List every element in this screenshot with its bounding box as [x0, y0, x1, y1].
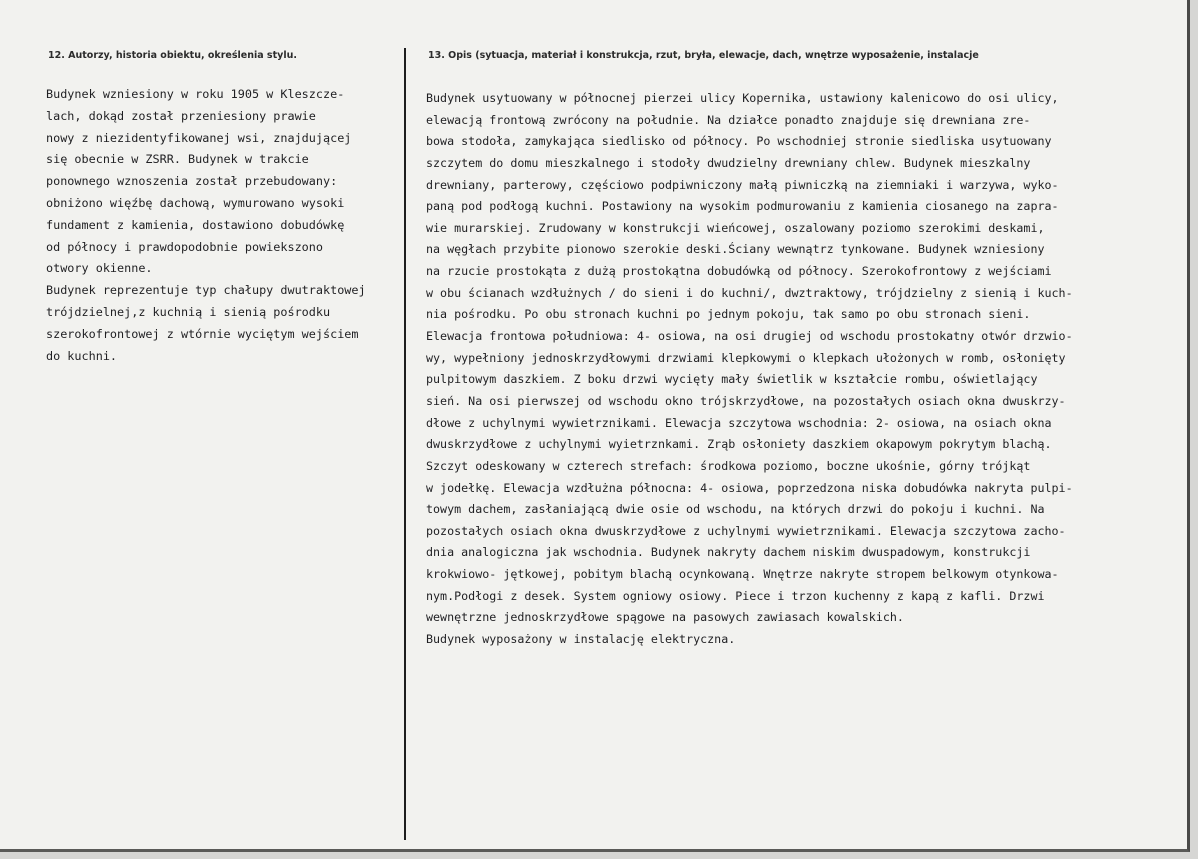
history-line: otwory okienne.: [46, 261, 153, 276]
description-line: w obu ścianach wzdłużnych / do sieni i do kuchni/, dwztraktowy, trójdzielny z sienią i kuch-: [426, 285, 1073, 300]
history-line: od północy i prawdopodobnie powiekszono: [46, 239, 323, 254]
description-line: wy, wypełniony jednoskrzydłowymi drzwiami klepkowymi o klepkach ułożonych w romb, osłonięty: [426, 350, 1066, 365]
history-line: trójdzielnej,z kuchnią i sienią pośrodku: [46, 304, 331, 319]
description-text-column: [426, 88, 1192, 651]
description-line: pulpitowym daszkiem. Z boku drzwi wycięty mały świetlik w kształcie rombu, oświetlający: [426, 372, 1038, 387]
column-divider: [404, 48, 406, 840]
description-line: Budynek wyposażony w instalację elektryczna.: [426, 632, 736, 647]
description-line: paną pod podłogą kuchni. Postawiony na wysokim podmurowaniu z kamienia ciosanego na zapra-: [426, 199, 1059, 214]
description-line: na węgłach przybite pionowo szerokie deski.Ściany wewnątrz tynkowane. Budynek wzniesiony: [426, 242, 1045, 257]
description-line: na rzucie prostokąta z dużą prostokątna dobudówką od północy. Szerokofrontowy z wejściami: [426, 264, 1052, 279]
history-line: do kuchni.: [46, 348, 118, 363]
history-line: Budynek wzniesiony w roku 1905 w Kleszcze-: [46, 87, 345, 101]
description-line: towym dachem, zasłaniającą dwie osie od wschodu, na których drzwi do pokoju i kuchni. Na: [426, 502, 1045, 517]
history-line: Budynek reprezentuje typ chałupy dwutraktowej: [46, 283, 366, 298]
history-line: obniżono więźbę dachową, wymurowano wysoki: [46, 195, 345, 210]
description-line: Budynek usytuowany w północnej pierzei ulicy Kopernika, ustawiony kalenicowo do osi ulicy,: [426, 91, 1059, 105]
description-line: bowa stodoła, zamykająca siedlisko od północy. Po wschodniej stronie siedliska usytuowany: [426, 134, 1052, 149]
description-line: dnia analogiczna jak wschodnia. Budynek nakryty dachem niskim dwuspadowym, konstrukcji: [426, 545, 1031, 560]
description-line: sień. Na osi pierwszej od wschodu okno trójskrzydłowe, na pozostałych osiach okna dwuskrzy-: [426, 393, 1066, 408]
description-line: wewnętrzne jednoskrzydłowe spągowe na pasowych zawiasach kowalskich.: [426, 610, 904, 625]
description-line: wie murarskiej. Zrudowany w konstrukcji wieńcowej, oszalowany poziomo szerokimi deskami,: [426, 220, 1045, 235]
description-line: dwuskrzydłowe z uchylnymi wyietrznkami. Zrąb osłoniety daszkiem okapowym pokrytym blachą.: [426, 437, 1052, 452]
description-line: pozostałych osiach okna dwuskrzydłowe z uchylnymi wywietrznikami. Elewacja szczytowa zacho-: [426, 523, 1066, 538]
history-text-column: [46, 84, 402, 367]
section-13-header: 13. Opis (sytuacja, materiał i konstrukcja, rzut, bryła, elewacje, dach, wnętrze wyposażenie, instalacje: [428, 50, 979, 61]
description-line: w jodełkę. Elewacja wzdłużna północna: 4- osiowa, poprzedzona niska dobudówka nakryta pulpi-: [426, 480, 1073, 495]
history-line: fundament z kamienia, dostawiono dobudówkę: [46, 217, 345, 232]
description-line: elewacją frontową zwrócony na południe. Na działce ponadto znajduje się drewniana zre-: [426, 112, 1031, 127]
history-line: ponownego wznoszenia został przebudowany:: [46, 174, 338, 189]
history-line: szerokofrontowej z wtórnie wyciętym wejściem: [46, 326, 359, 341]
description-line: Szczyt odeskowany w czterech strefach: środkowa poziomo, boczne ukośnie, górny trójkąt: [426, 458, 1031, 473]
description-line: krokwiowo- jętkowej, pobitym blachą ocynkowaną. Wnętrze nakryte stropem belkowym otynkowa-: [426, 567, 1059, 582]
history-line: się obecnie w ZSRR. Budynek w trakcie: [46, 152, 309, 167]
section-12-header: 12. Autorzy, historia obiektu, określenia stylu.: [48, 50, 297, 61]
history-line: lach, dokąd został przeniesiony prawie: [46, 108, 316, 123]
description-line: Elewacja frontowa południowa: 4- osiowa, na osi drugiej od wschodu prostokatny otwór drzwio-: [426, 329, 1073, 344]
description-line: drewniany, parterowy, częściowo podpiwniczony małą piwniczką na ziemniaki i warzywa, wyko-: [426, 177, 1059, 192]
description-line: szczytem do domu mieszkalnego i stodoły dwudzielny drewniany chlew. Budynek mieszkalny: [426, 155, 1031, 170]
description-line: nym.Podłogi z desek. System ogniowy osiowy. Piece i trzon kuchenny z kapą z kafli. Drzwi: [426, 588, 1045, 603]
description-line: nia pośrodku. Po obu stronach kuchni po jednym pokoju, tak samo po obu stronach sieni.: [426, 307, 1031, 322]
description-line: dłowe z uchylnymi wywietrznikami. Elewacja szczytowa wschodnia: 2- osiowa, na osiach okna: [426, 415, 1052, 430]
history-line: nowy z niezidentyfikowanej wsi, znajdującej: [46, 130, 352, 145]
